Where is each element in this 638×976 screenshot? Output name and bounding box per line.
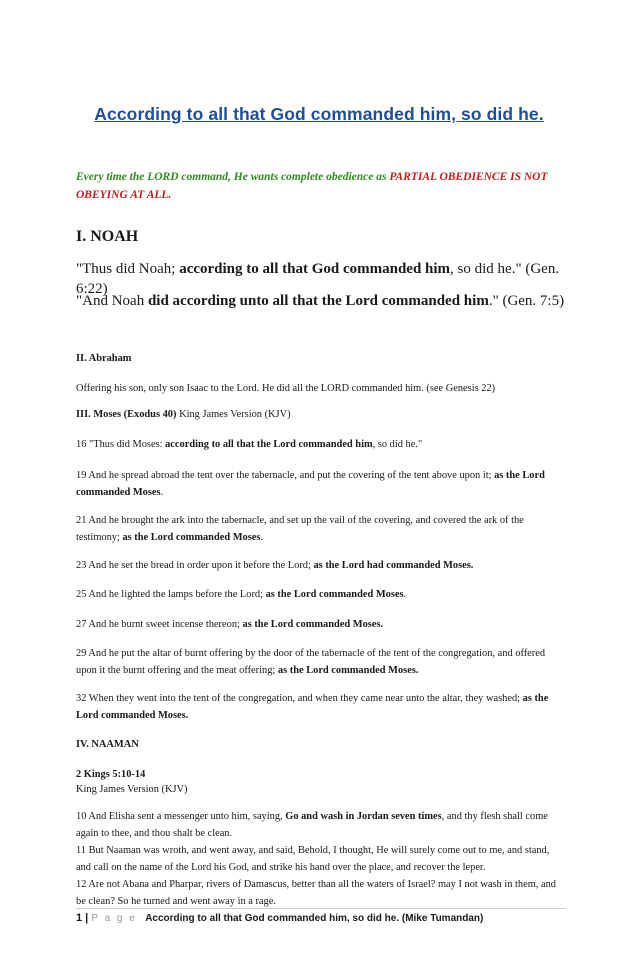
- v10-c: , and thy flesh shall come again to thee, and thou shalt be clean.: [76, 811, 548, 839]
- page-number: 1: [76, 912, 83, 924]
- noah-v2-a: "And Noah: [76, 293, 148, 309]
- naaman-verse-11: 11 But Naaman was wroth, and went away, and said, Behold, I thought, He will surely come out to me, and stand, and call on the name of the Lord his God, and strike his hand over the place, and recover the leper.: [76, 845, 550, 873]
- v16-b: according to all that the Lord commanded him: [165, 439, 373, 450]
- moses-verse-23: [76, 557, 561, 574]
- moses-verse-32: [76, 690, 561, 724]
- noah-v2-b: did according unto all that the Lord commanded him: [147, 293, 489, 309]
- naaman-ref-text: 2 Kings 5:10-14: [76, 769, 146, 780]
- v16-c: , so did he.": [372, 439, 423, 450]
- moses-verse-21: [76, 512, 561, 546]
- v19-a: 19 And he spread abroad the tent over the tabernacle, and put the covering of the tent above upon it;: [76, 470, 495, 481]
- v29-a: 29 And he put the altar of burnt offering by the door of the tabernacle of the tent of the congregation, and offered upon it the burnt offering and the meat offering;: [76, 648, 546, 676]
- v23-b: as the Lord had commanded Moses.: [313, 560, 474, 571]
- v29-b: as the Lord commanded Moses.: [277, 665, 419, 676]
- footer-divider: [76, 908, 566, 909]
- page-footer: [76, 912, 566, 924]
- moses-heading-rest: King James Version (KJV): [176, 409, 291, 420]
- moses-verse-27: [76, 616, 561, 633]
- naaman-heading-text: IV. NAAMAN: [76, 739, 139, 750]
- v21-c: .: [260, 532, 264, 543]
- moses-verse-29: [76, 645, 561, 679]
- section-heading-naaman: [76, 736, 561, 753]
- intro-paragraph: [76, 168, 566, 204]
- moses-verse-25: [76, 586, 561, 603]
- v23-a: 23 And he set the bread in order upon it before the Lord;: [76, 560, 314, 571]
- naaman-verse-12: 12 Are not Abana and Pharpar, rivers of Damascus, better than all the waters of Israel? may I not wash in them, and be clean? So he turned and went away in a rage.: [76, 879, 556, 907]
- abraham-heading-text: II. Abraham: [76, 353, 132, 364]
- section-heading-moses: [76, 406, 561, 423]
- section-heading-abraham: [76, 350, 561, 367]
- document-title: According to all that God commanded him, so did he.: [94, 104, 544, 124]
- naaman-verse-10: [76, 808, 561, 842]
- abraham-text: Offering his son, only son Isaac to the Lord. He did all the LORD commanded him. (see Genesis 22): [76, 383, 496, 394]
- noah-v1-a: "Thus did Noah;: [76, 261, 180, 277]
- naaman-version: King James Version (KJV): [76, 784, 188, 795]
- moses-verse-16: [76, 436, 561, 453]
- v21-a: 21 And he brought the ark into the tabernacle, and set up the vail of the covering, and covered the ark of the testimony;: [76, 515, 524, 543]
- v16-a: 16 "Thus did Moses:: [76, 439, 166, 450]
- v25-a: 25 And he lighted the lamps before the Lord;: [76, 589, 266, 600]
- page-label: P a g e: [91, 913, 137, 924]
- v27-a: 27 And he burnt sweet incense thereon;: [76, 619, 243, 630]
- v25-b: as the Lord commanded Moses: [265, 589, 404, 600]
- v21-b: as the Lord commanded Moses: [122, 532, 261, 543]
- section-heading-noah: I. NOAH: [76, 228, 139, 245]
- moses-verse-19: [76, 467, 561, 501]
- v10-a: 10 And Elisha sent a messenger unto him, saying,: [76, 811, 286, 822]
- v10-b: Go and wash in Jordan seven times: [285, 811, 442, 822]
- v19-c: .: [160, 487, 164, 498]
- intro-red-text: PARTIAL OBEDIENCE IS NOT OBEYING AT ALL.: [76, 171, 548, 201]
- footer-title: According to all that God commanded him, so did he. (Mike Tumandan): [145, 913, 484, 924]
- footer-separator: |: [82, 912, 92, 924]
- v32-a: 32 When they went into the tent of the congregation, and when they came near unto the altar, they washed;: [76, 693, 523, 704]
- noah-v1-c: , so did he." (Gen. 6:22): [76, 261, 560, 297]
- moses-heading-bold: III. Moses (Exodus 40): [76, 409, 177, 420]
- noah-verse-2: [76, 291, 576, 311]
- noah-v1-b: according to all that God commanded him: [179, 261, 451, 277]
- noah-v2-c: ." (Gen. 7:5): [488, 293, 565, 309]
- v32-b: as the Lord commanded Moses.: [76, 693, 549, 721]
- v27-b: as the Lord commanded Moses.: [242, 619, 384, 630]
- intro-green-text: Every time the LORD command, He wants complete obedience as: [76, 171, 390, 183]
- v25-c: .: [403, 589, 407, 600]
- v19-b: as the Lord commanded Moses: [76, 470, 545, 498]
